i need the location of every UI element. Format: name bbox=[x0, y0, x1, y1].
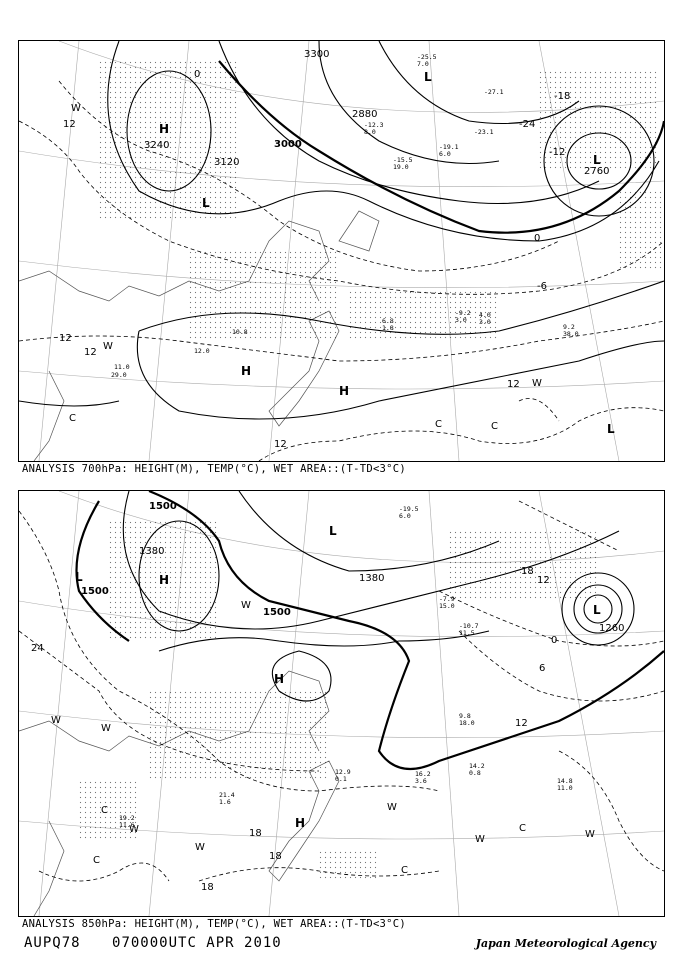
cold-marker: C bbox=[101, 805, 108, 816]
obs-value: 21.4 bbox=[219, 791, 235, 799]
obs-value: 14.8 bbox=[557, 777, 573, 785]
obs-value: 3.0 bbox=[455, 316, 467, 324]
temp-label: 18 bbox=[201, 882, 214, 893]
warm-marker: W bbox=[51, 715, 61, 726]
obs-value: 14.2 bbox=[469, 762, 485, 770]
system-marker: H bbox=[339, 384, 350, 398]
system-marker: H bbox=[159, 122, 170, 136]
cold-marker: C bbox=[491, 421, 498, 432]
temp-label: -6 bbox=[537, 281, 547, 292]
obs-value: 3.6 bbox=[415, 777, 427, 785]
cold-marker: C bbox=[69, 413, 76, 424]
map-panel-850hpa bbox=[18, 490, 665, 917]
wet-area bbox=[99, 61, 664, 341]
temp-label: 12 bbox=[515, 718, 528, 729]
height-label: 1260 bbox=[599, 623, 625, 634]
system-marker: L bbox=[593, 153, 601, 167]
system-marker: L bbox=[607, 422, 615, 436]
obs-value: -27.1 bbox=[484, 88, 504, 96]
analysis-caption-850hpa: ANALYSIS 850hPa: HEIGHT(M), TEMP(°C), WET AREA::(T-TD<3°C) bbox=[22, 918, 407, 930]
warm-marker: W bbox=[103, 341, 113, 352]
obs-value: 19.0 bbox=[393, 163, 409, 171]
height-label: 1500 bbox=[263, 607, 291, 618]
map-850hpa-svg bbox=[19, 491, 664, 916]
obs-value: -12.3 bbox=[364, 121, 384, 129]
warm-marker: W bbox=[195, 842, 205, 853]
height-label: 3000 bbox=[274, 139, 302, 150]
temp-label: -12 bbox=[549, 147, 566, 158]
temp-label: 0 bbox=[551, 635, 558, 646]
obs-value: 0.1 bbox=[335, 775, 347, 783]
obs-value: -15.5 bbox=[393, 156, 413, 164]
system-marker: L bbox=[593, 603, 601, 617]
obs-value: -7.9 bbox=[439, 595, 455, 603]
obs-value: 10.8 bbox=[232, 328, 248, 336]
system-marker: H bbox=[274, 672, 285, 686]
temp-label: 12 bbox=[63, 119, 76, 130]
temp-label: 0 bbox=[534, 233, 541, 244]
cold-marker: C bbox=[435, 419, 442, 430]
system-marker: L bbox=[424, 70, 432, 84]
warm-marker: W bbox=[101, 723, 111, 734]
obs-value: 9.8 bbox=[459, 712, 471, 720]
obs-value: 1.8 bbox=[382, 324, 394, 332]
system-marker: L bbox=[75, 570, 83, 584]
height-label: 3300 bbox=[304, 49, 330, 60]
cold-marker: C bbox=[93, 855, 100, 866]
obs-value: 0.8 bbox=[469, 769, 481, 777]
temp-label: 12 bbox=[84, 347, 97, 358]
warm-marker: W bbox=[585, 829, 595, 840]
height-label: 3120 bbox=[214, 157, 240, 168]
obs-value: 6.8 bbox=[382, 317, 394, 325]
obs-value: -19.1 bbox=[439, 143, 459, 151]
obs-value: 11.5 bbox=[459, 629, 475, 637]
temp-label: 18 bbox=[269, 851, 282, 862]
obs-value: 9.2 bbox=[563, 323, 575, 331]
map-700hpa-svg bbox=[19, 41, 664, 461]
chart-code: AUPQ78 bbox=[24, 935, 81, 951]
obs-value: -19.5 bbox=[399, 505, 419, 513]
obs-value: 12.9 bbox=[335, 768, 351, 776]
obs-value: 6.0 bbox=[439, 150, 451, 158]
obs-value: -23.1 bbox=[474, 128, 494, 136]
obs-value: 11.6 bbox=[119, 821, 135, 829]
obs-value: 6.0 bbox=[399, 512, 411, 520]
system-marker: H bbox=[295, 816, 306, 830]
obs-value: 16.2 bbox=[415, 770, 431, 778]
obs-value: 15.0 bbox=[439, 602, 455, 610]
temp-label: 12 bbox=[59, 333, 72, 344]
temp-label: 24 bbox=[31, 643, 44, 654]
obs-value: 29.0 bbox=[111, 371, 127, 379]
temp-label: 18 bbox=[249, 828, 262, 839]
obs-value: 1.6 bbox=[219, 798, 231, 806]
obs-value: -25.5 bbox=[417, 53, 437, 61]
temp-label: 0 bbox=[194, 69, 201, 80]
obs-value: 19.2 bbox=[119, 814, 135, 822]
temp-label: -24 bbox=[519, 119, 536, 130]
cold-marker: C bbox=[519, 823, 526, 834]
obs-value: -10.7 bbox=[459, 622, 479, 630]
cold-marker: C bbox=[401, 865, 408, 876]
height-label: 2880 bbox=[352, 109, 378, 120]
analysis-caption-700hpa: ANALYSIS 700hPa: HEIGHT(M), TEMP(°C), WET AREA::(T-TD<3°C) bbox=[22, 463, 407, 475]
obs-value: 38.0 bbox=[563, 330, 579, 338]
warm-marker: W bbox=[241, 600, 251, 611]
system-marker: H bbox=[241, 364, 252, 378]
warm-marker: W bbox=[475, 834, 485, 845]
obs-value: 4.0 bbox=[479, 311, 491, 319]
temp-label: 12 bbox=[507, 379, 520, 390]
system-marker: H bbox=[159, 573, 170, 587]
temp-label: 12 bbox=[274, 439, 287, 450]
obs-value: 12.0 bbox=[194, 347, 210, 355]
height-label: 1500 bbox=[81, 586, 109, 597]
temp-label: 12 bbox=[537, 575, 550, 586]
obs-value: 18.0 bbox=[459, 719, 475, 727]
height-label: 3240 bbox=[144, 140, 170, 151]
system-marker: L bbox=[329, 524, 337, 538]
height-label: 1500 bbox=[149, 501, 177, 512]
chart-datetime: 070000UTC APR 2010 bbox=[112, 935, 282, 951]
map-panel-700hpa bbox=[18, 40, 665, 462]
system-marker: L bbox=[202, 196, 210, 210]
warm-marker: W bbox=[129, 824, 139, 835]
height-label: 1380 bbox=[139, 546, 165, 557]
obs-value: 11.0 bbox=[114, 363, 130, 371]
temp-label: 6 bbox=[539, 663, 546, 674]
height-label: 2760 bbox=[584, 166, 610, 177]
warm-marker: W bbox=[71, 103, 81, 114]
obs-value: 7.0 bbox=[417, 60, 429, 68]
obs-value: 3.0 bbox=[479, 318, 491, 326]
agency-name: Japan Meteorological Agency bbox=[475, 937, 656, 950]
temp-label: -18 bbox=[554, 91, 571, 102]
obs-value: 11.0 bbox=[557, 784, 573, 792]
temp-label: 18 bbox=[521, 566, 534, 577]
obs-value: -9.2 bbox=[455, 309, 471, 317]
warm-marker: W bbox=[532, 378, 542, 389]
height-label: 1380 bbox=[359, 573, 385, 584]
chart-identifier bbox=[24, 935, 304, 951]
obs-value: 8.0 bbox=[364, 128, 376, 136]
warm-marker: W bbox=[387, 802, 397, 813]
